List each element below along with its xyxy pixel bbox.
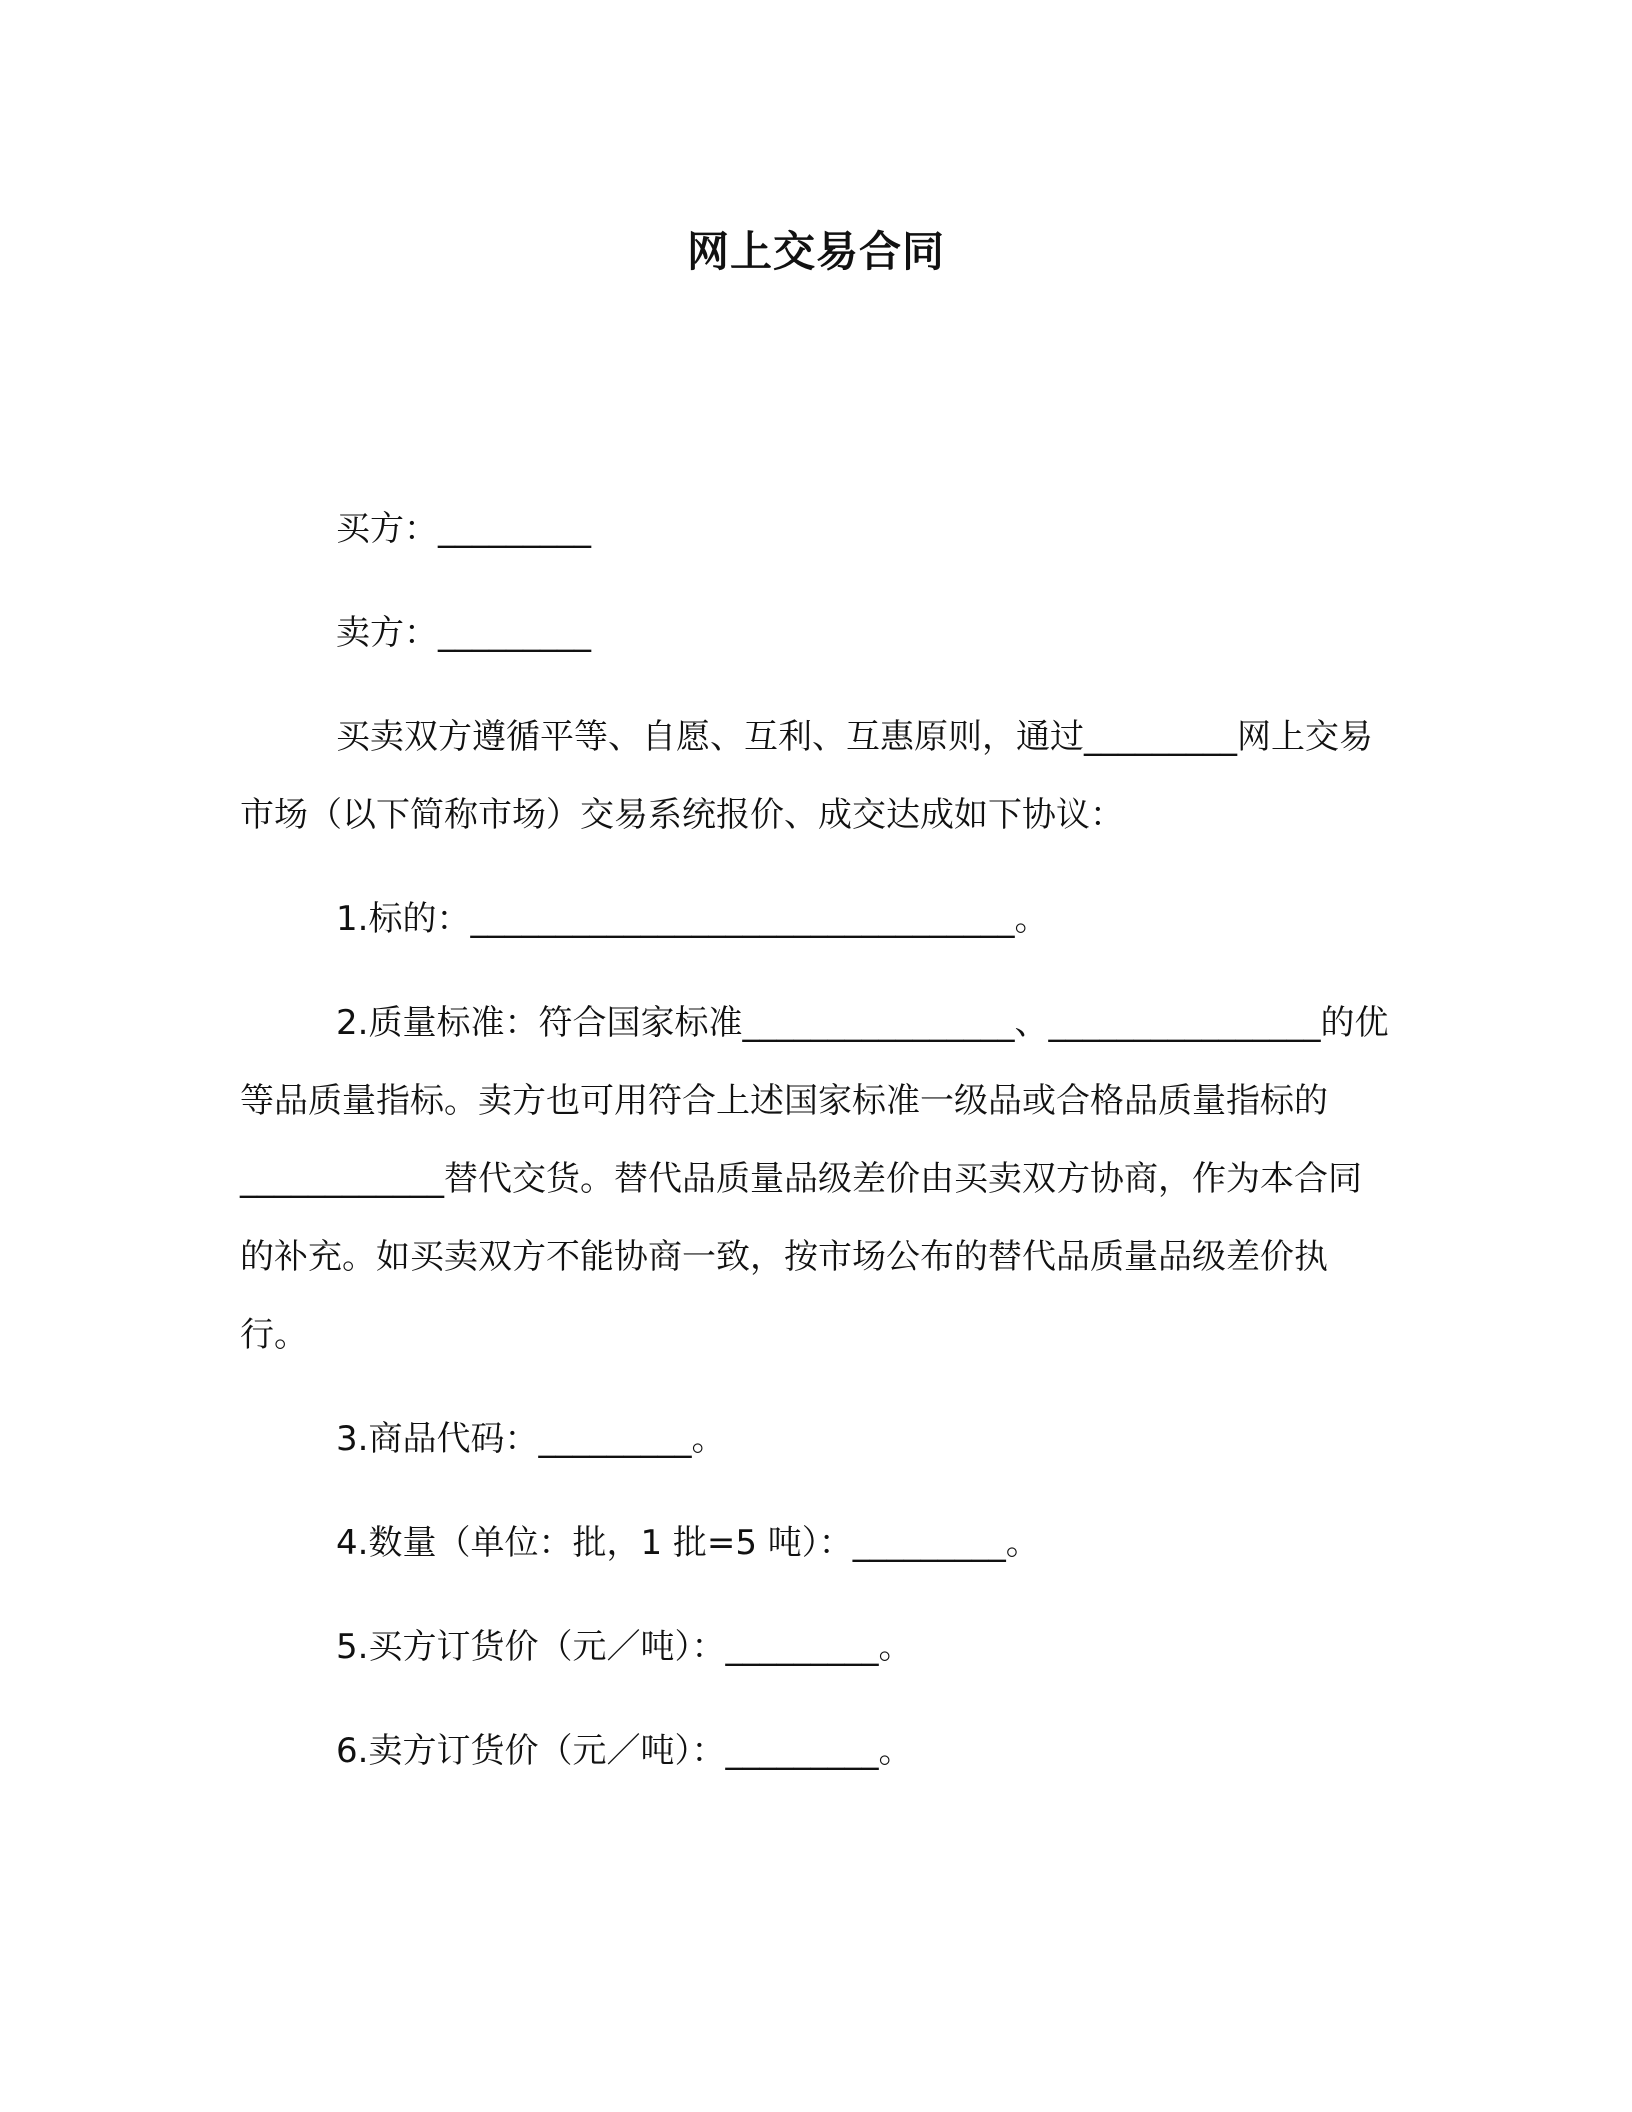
clause-subject: 1.标的：________________________________。 xyxy=(336,899,1049,939)
clause-buyer-price: 5.买方订货价（元／吨）：_________。 xyxy=(336,1627,913,1667)
document-body xyxy=(240,490,1390,1816)
clause-seller-price: 6.卖方订货价（元／吨）：_________。 xyxy=(336,1731,913,1771)
document-title: 网上交易合同 xyxy=(686,227,945,276)
clause-quantity: 4.数量（单位：批，1 批=5 吨）：_________。 xyxy=(336,1523,1040,1563)
seller-line: 卖方：_________ xyxy=(336,613,591,653)
buyer-line: 买方：_________ xyxy=(336,509,591,549)
clause-product-code: 3.商品代码：_________。 xyxy=(336,1419,726,1459)
clause-quality-standard: 2.质量标准：符合国家标准________________、________________的优等品质量指标。卖方也可用符合上述国家标准一级品或合格品质量指标的____________替代交货。替代品质量品级差价由买卖双方协商，作为本合同的补充。如买卖双方不能协商一致，按市场公布的替代品质量品级差价执行。 xyxy=(240,1003,1389,1355)
intro-paragraph: 买卖双方遵循平等、自愿、互利、互惠原则，通过_________网上交易市场（以下简称市场）交易系统报价、成交达成如下协议： xyxy=(240,717,1373,835)
